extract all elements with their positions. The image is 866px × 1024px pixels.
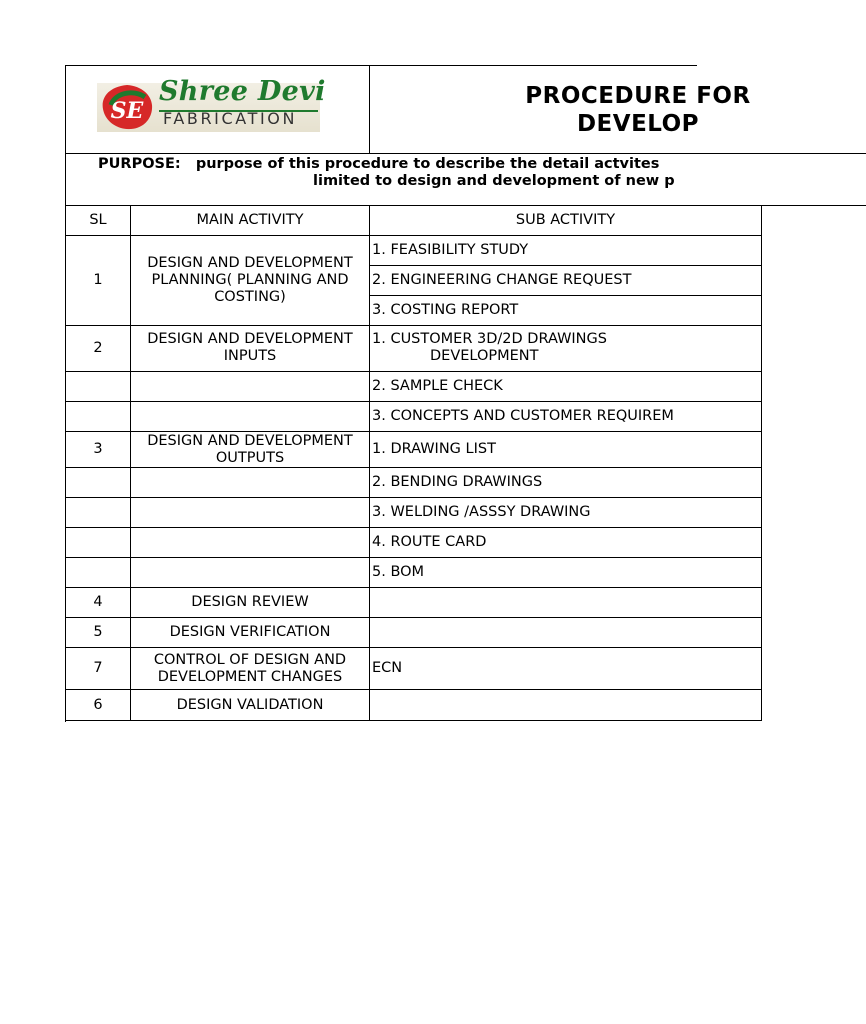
logo-cell [66, 66, 370, 154]
row-7-main-activity [131, 498, 370, 528]
row-9-sl [66, 558, 131, 588]
row-2-sl: 2 [66, 326, 131, 372]
row-3-sub-activity: 2. SAMPLE CHECK [370, 372, 762, 402]
row-8-sl [66, 528, 131, 558]
row-11-sub-activity [370, 618, 762, 648]
company-logo [97, 76, 326, 132]
row-7-sl [66, 498, 131, 528]
row-1-sub-activity-1: 1. FEASIBILITY STUDY [370, 236, 762, 266]
row-13-sl: 6 [66, 690, 131, 721]
row-1-sub-activity-2: 2. ENGINEERING CHANGE REQUEST [370, 266, 762, 296]
row-4-sub-activity: 3. CONCEPTS AND CUSTOMER REQUIREM [370, 402, 762, 432]
row-12-sl: 7 [66, 648, 131, 690]
row-3-main-activity [131, 372, 370, 402]
purpose-cell [66, 154, 866, 206]
row-5-sl: 3 [66, 432, 131, 468]
logo-company-sub: FABRICATION [163, 109, 298, 128]
row-6-sl [66, 468, 131, 498]
row-2-sub-activity [370, 326, 762, 372]
row-4-sl [66, 402, 131, 432]
column-header-sub-activity: SUB ACTIVITY [370, 206, 762, 236]
row-4-main-activity [131, 402, 370, 432]
row-1-sl: 1 [66, 236, 131, 326]
purpose-text-line2: limited to design and development of new p [313, 173, 675, 189]
row-7-sub-activity: 3. WELDING /ASSSY DRAWING [370, 498, 762, 528]
purpose-text-line1: purpose of this procedure to describe the detail actvites [195, 156, 660, 172]
title-cell [370, 66, 866, 154]
row-10-main-activity: DESIGN REVIEW [131, 588, 370, 618]
page-title-line2: DEVELOP [576, 111, 700, 137]
row-5-main-activity: DESIGN AND DEVELOPMENT OUTPUTS [131, 432, 370, 468]
row-8-sub-activity: 4. ROUTE CARD [370, 528, 762, 558]
row-12-main-activity: CONTROL OF DESIGN AND DEVELOPMENT CHANGES [131, 648, 370, 690]
row-11-main-activity: DESIGN VERIFICATION [131, 618, 370, 648]
row-5-sub-activity: 1. DRAWING LIST [370, 432, 762, 468]
logo-company-name: Shree Devi [159, 76, 326, 107]
column-header-main-activity: MAIN ACTIVITY [131, 206, 370, 236]
row-13-sub-activity [370, 690, 762, 721]
row-6-sub-activity: 2. BENDING DRAWINGS [370, 468, 762, 498]
row-11-sl: 5 [66, 618, 131, 648]
row-9-main-activity [131, 558, 370, 588]
row-3-sl [66, 372, 131, 402]
row-1-main-activity: DESIGN AND DEVELOPMENT PLANNING( PLANNING AND COSTING) [131, 236, 370, 326]
row-10-sub-activity [370, 588, 762, 618]
row-2-main-activity: DESIGN AND DEVELOPMENT INPUTS [131, 326, 370, 372]
row-8-main-activity [131, 528, 370, 558]
purpose-label: PURPOSE: [98, 156, 181, 172]
row-1-sub-activity-3: 3. COSTING REPORT [370, 296, 762, 326]
row-2-sub-activity-line1: 1. CUSTOMER 3D/2D DRAWINGS [372, 331, 607, 347]
row-9-sub-activity: 5. BOM [370, 558, 762, 588]
column-header-sl: SL [66, 206, 131, 236]
page-title-line1: PROCEDURE FOR [525, 83, 751, 109]
row-2-sub-activity-line2: DEVELOPMENT [430, 348, 539, 364]
procedure-sheet [65, 65, 751, 722]
row-12-sub-activity: ECN [370, 648, 762, 690]
row-13-main-activity: DESIGN VALIDATION [131, 690, 370, 721]
logo-monogram-text: SE [110, 98, 144, 124]
row-10-sl: 4 [66, 588, 131, 618]
logo-monogram-icon [97, 83, 157, 132]
row-6-main-activity [131, 468, 370, 498]
